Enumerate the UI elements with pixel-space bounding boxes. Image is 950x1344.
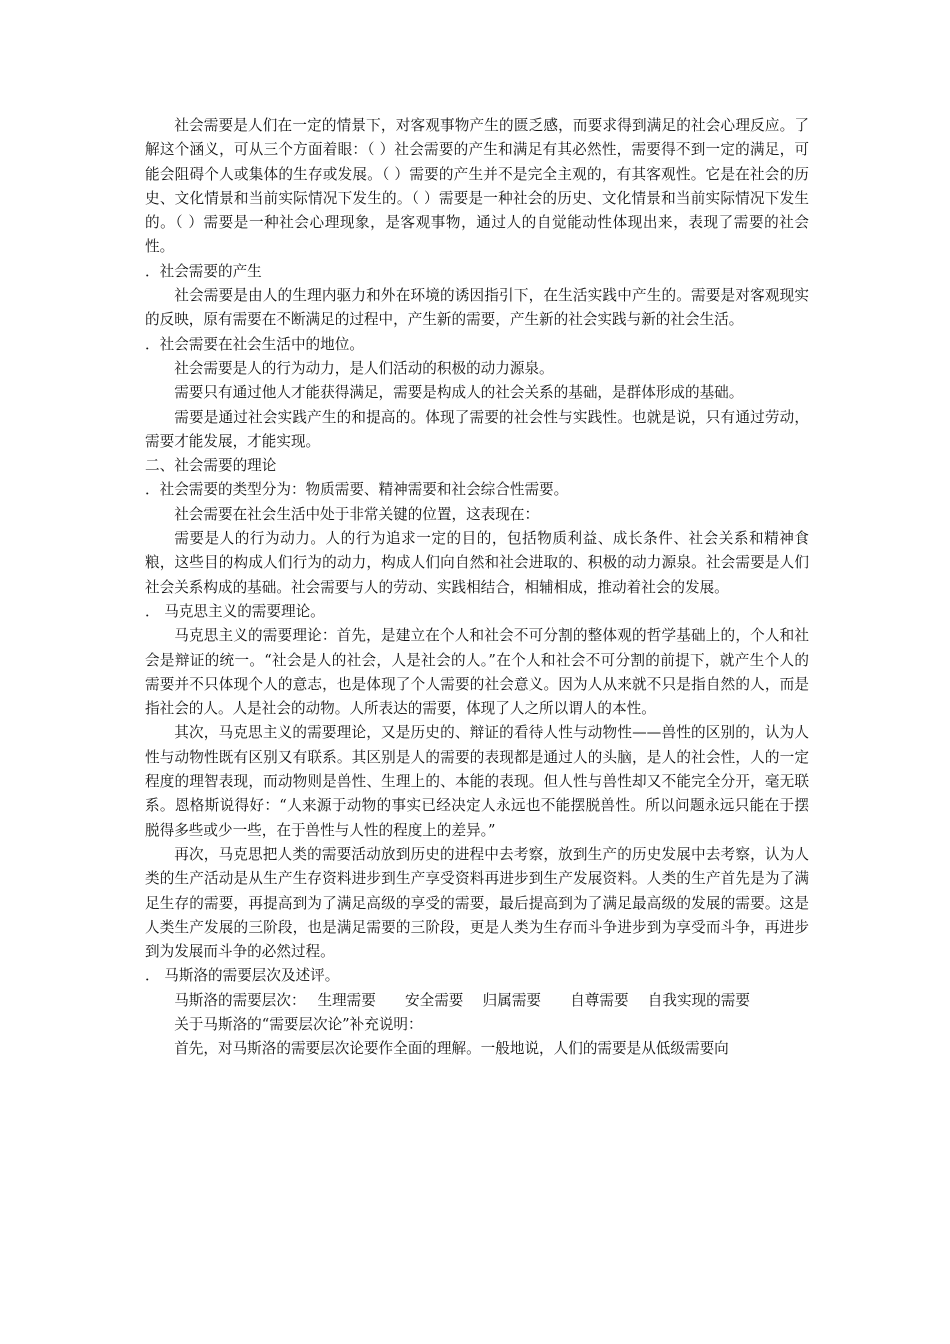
paragraph-maslow-first: 首先，对马斯洛的需要层次论要作全面的理解。一般地说，人们的需要是从低级需要向 [174,1040,729,1058]
paragraph-definition: 社会需要是人们在一定的情景下，对客观事物产生的匮乏感，而要求得到满足的社会心理反应。了解这个涵义，可从三个方面着眼：（ ）社会需要的产生和满足有其必然性，需要得不到一定的满足，可能会阻碍个人或集体的生存或发展。（ ）需要的产生并不是完全主观的，有其客观性。它是在社会的历史、文化情景和当前实际情况下发生的。（ ）需要是一种社会的历史、文化情景和当前实际情况下发生的。（ ）需要是一种社会心理现象，是客观事物，通过人的自觉能动性体现出来，表现了需要的社会性。 [145,117,809,256]
paragraph-need-driving-force: 需要是人的行为动力。人的行为追求一定的目的，包括物质利益、成长条件、社会关系和精神食粮，这些目的构成人们行为的动力，构成人们向自然和社会进取的、积极的动力源泉。社会需要是人们社会关系构成的基础。社会需要与人的劳动、实践相结合，相辅相成，推动着社会的发展。 [145,530,809,596]
paragraph-need-position: 社会需要在社会生活中处于非常关键的位置，这表现在： [174,505,540,523]
paragraph-need-origin: 社会需要是由人的生理内驱力和外在环境的诱因指引下，在生活实践中产生的。需要是对客观现实的反映，原有需要在不断满足的过程中，产生新的需要，产生新的社会实践与新的社会生活。 [145,287,809,329]
heading-need-status: ．社会需要在社会生活中的地位。 [145,335,364,353]
paragraph-need-practice: 需要是通过社会实践产生的和提高的。体现了需要的社会性与实践性。也就是说，只有通过劳动，需要才能发展，才能实现。 [145,408,809,450]
paragraph-need-motive: 社会需要是人的行为动力，是人们活动的积极的动力源泉。 [174,359,554,377]
paragraph-maslow-levels: 马斯洛的需要层次： 生理需要 安全需要 归属需要 自尊需要 自我实现的需要 [174,991,750,1009]
heading-need-theory: 二、社会需要的理论 [145,457,277,475]
paragraph-marxist-first: 马克思主义的需要理论：首先，是建立在个人和社会不可分割的整体观的哲学基础上的，个人和社会是辩证的统一。“社会是人的社会，人是社会的人。”在个人和社会不可分割的前提下，就产生个人的需要并不只体现个人的意志，也是体现了个人需要的社会意义。因为人从来就不只是指自然的人，而是指社会的人。人是社会的动物。人所表达的需要，体现了人之所以谓人的本性。 [145,627,809,718]
document-page [145,114,809,1062]
paragraph-maslow-note: 关于马斯洛的“需要层次论”补充说明： [174,1015,423,1033]
paragraph-need-relations: 需要只有通过他人才能获得满足，需要是构成人的社会关系的基础，是群体形成的基础。 [174,384,744,402]
paragraph-marxist-third: 再次，马克思把人类的需要活动放到历史的进程中去考察，放到生产的历史发展中去考察，认为人类的生产活动是从生产生存资料进步到生产享受资料再进步到生产发展资料。人类的生产首先是为了满足生存的需要，再提高到为了满足高级的享受的需要，最后提高到为了满足最高级的发展的需要。这是人类生产发展的三阶段，也是满足需要的三阶段，更是人类为生存而斗争进步到为享受而斗争，再进步到为发展而斗争的必然过程。 [145,845,809,961]
heading-need-origin: ．社会需要的产生 [145,262,262,280]
paragraph-marxist-second: 其次，马克思主义的需要理论，又是历史的、辩证的看待人性与动物性——兽性的区别的，认为人性与动物性既有区别又有联系。其区别是人的需要的表现都是通过人的头脑，是人的社会性，人的一定程度的理智表现，而动物则是兽性、生理上的、本能的表现。但人性与兽性却又不能完全分开，毫无联系。恩格斯说得好：“人来源于动物的事实已经决定人永远也不能摆脱兽性。所以问题永远只能在于摆脱得多些或少一些，在于兽性与人性的程度上的差异。” [145,724,809,839]
heading-maslow: ． 马斯洛的需要层次及述评。 [145,967,340,985]
heading-marxist-theory: ． 马克思主义的需要理论。 [145,602,325,620]
heading-need-types: ．社会需要的类型分为：物质需要、精神需要和社会综合性需要。 [145,481,569,499]
